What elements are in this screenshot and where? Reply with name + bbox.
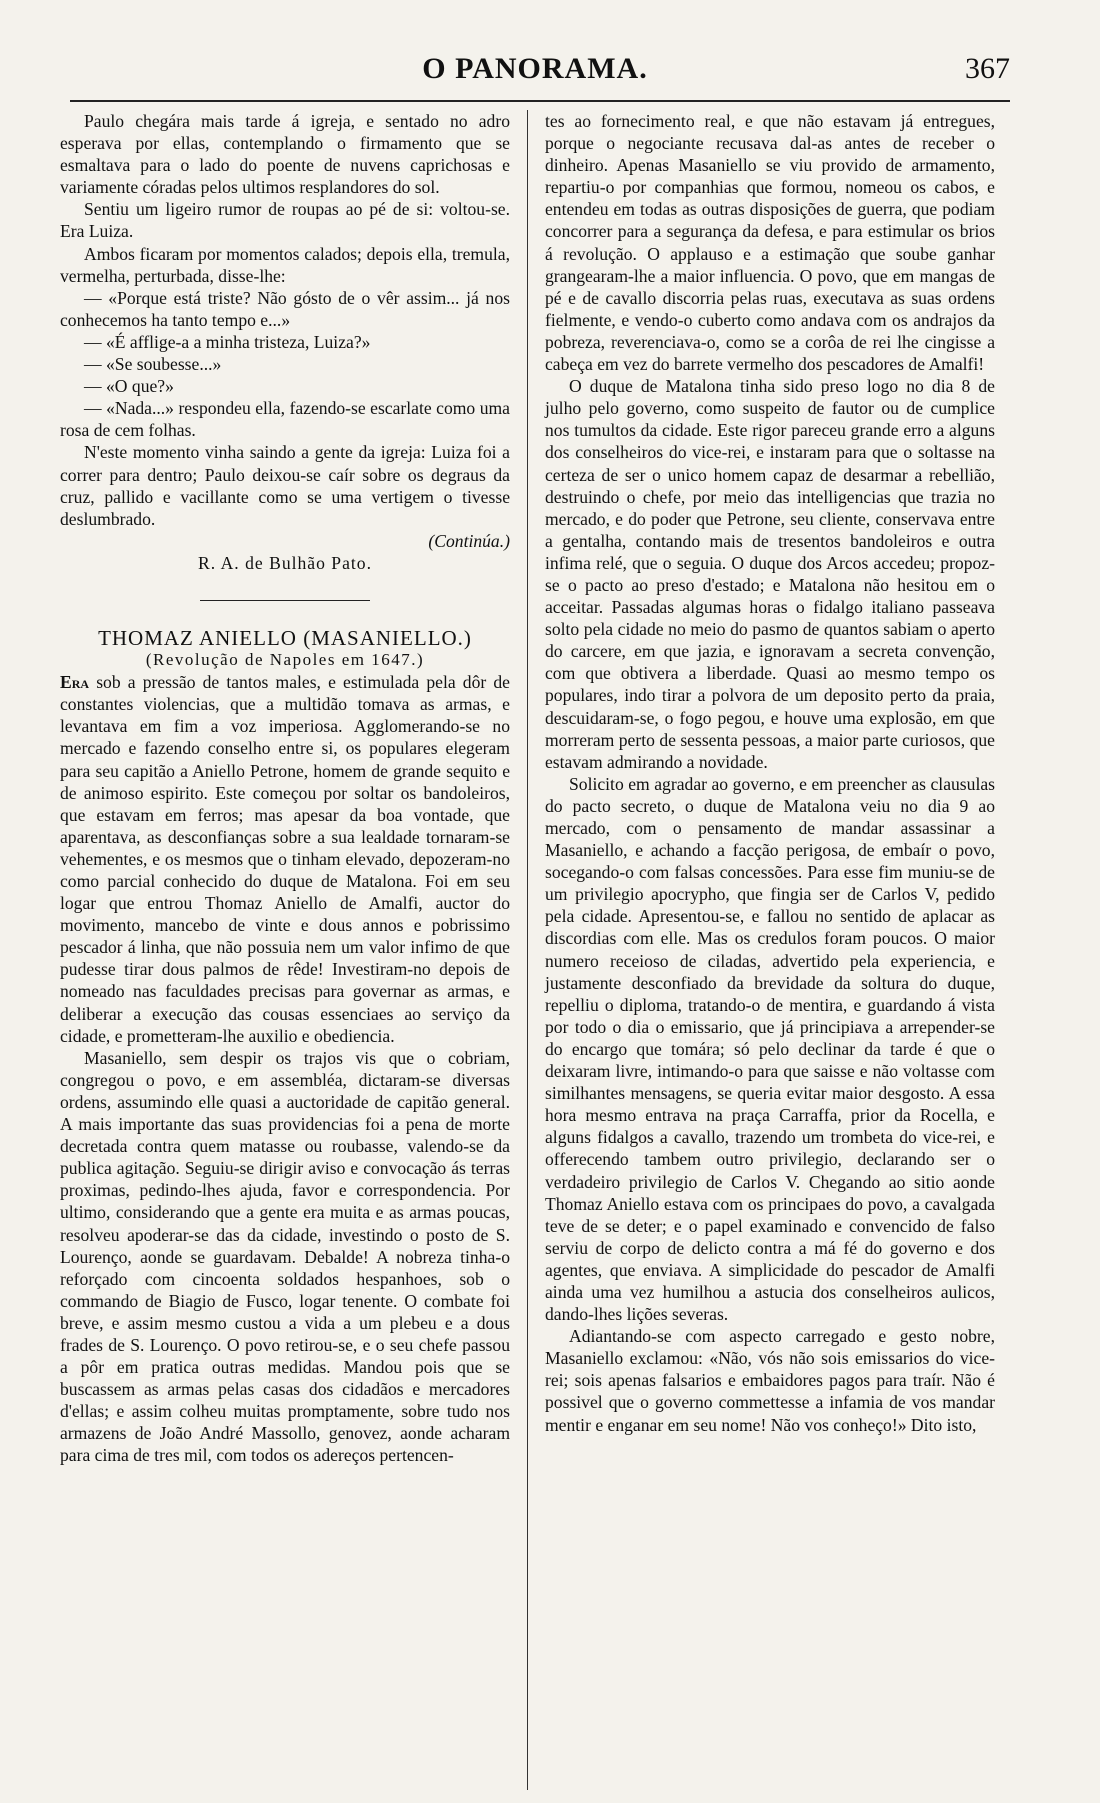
dialogue-line: — «É afflige-a a minha tristeza, Luiza?» <box>84 331 371 352</box>
column-divider <box>527 110 528 1790</box>
article-paragraph: O duque de Matalona tinha sido preso logo no dia 8 de julho pelo governo, como suspeito de fautor ou de cumplice nos tumultos da cidade. Este rigor pareceu grande erro a alguns dos conselheiros do vice-rei, e instaram para que o soltasse na certeza de ser o unico homem capaz de desarmar a rebellião, destruindo o chefe, por meio das intelligencias que trazia no mercado, e do poder que Petrone, seu cliente, conservava entre a gentalha, contando mais de tresentos bandoleiros e outra infima relé, que o seguia. O duque dos Arcos accedeu; propoz-se o pacto ao preso d'estado; e Matalona não hesitou em o acceitar. Passadas algumas horas o fidalgo italiano passeava solto pela cidade no meio do pasmo de quantos sabiam o aperto do carcere, em que jazia, e ignoravam a secreta convenção, com que obtivera a liberdade. Quasi ao mesmo tempo os populares, indo tirar a polvora de um deposito perto da praia, descuidaram-se, o fogo pegou, e houve uma explosão, em que morreram perto de sessenta pessoas, a maior parte curiosos, que estavam admirando a novidade. <box>545 376 995 772</box>
continua-note: (Continúa.) <box>428 530 510 551</box>
left-column <box>60 110 510 1467</box>
section-divider <box>200 600 370 601</box>
story-paragraph: Ambos ficaram por momentos calados; depois ella, tremula, vermelha, perturbada, disse-lhe: <box>60 243 510 286</box>
article-title: THOMAZ ANIELLO (MASANIELLO.) <box>98 625 472 650</box>
article-paragraph: Masaniello, sem despir os trajos vis que o cobriam, congregou o povo, e em assembléa, dictaram-se diversas ordens, assumindo elle quasi a auctoridade de capitão general. A mais importante das suas providencias foi a pena de morte decretada contra quem matasse ou roubasse, valendo-se da publica agitação. Seguiu-se dirigir aviso e convocação ás terras proximas, pedindo-lhes ajuda, favor e correspondencia. Por ultimo, considerando que a gente era muita e as armas poucas, resolveu apoderar-se das da cidade, investindo o posto de S. Lourenço, aonde se guardavam. Debalde! A nobreza tinha-o reforçado com cincoenta soldados hespanhoes, sob o commando de Biagio de Fusco, logar tenente. O combate foi breve, e assim mesmo custou a vida a um plebeu e a dous frades de S. Lourenço. O povo retirou-se, e o seu chefe passou a pôr em pratica outras medidas. Mandou pois que se buscassem as armas pelas casas dos cidadãos e mercadores d'ellas; e assim colheu muitas promptamente, sobre tudo nos armazens de João André Massollo, genovez, aonde acharam para cima de tres mil, com todos os adereços pertencen- <box>60 1047 510 1466</box>
story-paragraph: Sentiu um ligeiro rumor de roupas ao pé de si: voltou-se. Era Luiza. <box>60 199 510 242</box>
article-paragraph: Adiantando-se com aspecto carregado e gesto nobre, Masaniello exclamou: «Não, vós não sois emissarios do vice-rei; sois apenas falsarios e embaidores pagos para traír. Não é possivel que o governo commettesse a infamia de vos mandar mentir e enganar em seu nome! Não vos conheço!» Dito isto, <box>545 1326 995 1435</box>
running-title: O PANORAMA. <box>422 52 648 85</box>
author-signature: R. A. de Bulhão Pato. <box>198 552 372 573</box>
page-number: 367 <box>965 52 1010 85</box>
dialogue-line: — «O que?» <box>84 376 174 397</box>
article-paragraph <box>60 671 510 1047</box>
article-subtitle: (Revolução de Napoles em 1647.) <box>145 650 425 670</box>
dialogue-line: — «Se soubesse...» <box>84 354 222 375</box>
right-column <box>545 110 995 1436</box>
opening-paragraph-text: sob a pressão de tantos males, e estimulada pela dôr de constantes violencias, que a multidão tomava as armas, e levantava em fim a voz imperiosa. Agglomerando-se no mercado e fazendo conselho entre si, os populares elegeram para seu capitão a Aniello Petrone, homem de grande sequito e de animoso espirito. Este começou por soltar os bandoleiros, que estavam em ferros; mas apesar da boa vontade, que aparentava, as desconfianças sobre a sua lealdade tornaram-se vehementes, e os mesmos que o tinham elevado, depozeram-no como parcial conhecido do duque de Matalona. Foi em seu logar que entrou Thomaz Aniello de Amalfi, auctor do movimento, mancebo de vinte e dous annos e pobrissimo pescador á linha, que não possuia nem um valor infimo de que pudesse tirar dous palmos de rêde! Investiram-no depois de nomeado nas faculdades precisas para governar as armas, e deliberar a execução das cousas essenciaes ao serviço da cidade, e prometteram-lhe auxilio e obediencia. <box>60 672 510 1046</box>
page-header <box>60 52 1010 96</box>
article-paragraph: tes ao fornecimento real, e que não estavam já entregues, porque o negociante recusava dal-as antes de receber o dinheiro. Apenas Masaniello se viu provido de armamento, repartiu-o por companhias que formou, nomeou os cabos, e entendeu em todas as outras disposições de guerra, que podiam concorrer para a segurança da defesa, e para estimular os brios á revolução. O applauso e a estimação que soube ganhar grangearam-lhe a maior influencia. O povo, que em mangas de pé e de cavallo discorria pelas ruas, executava as suas ordens fielmente, e vendo-o cuberto como andava com os andrajos da pobreza, reverenciava-o, como se a corôa de rei lhe cingisse a cabeça em vez do barrete vermelho dos pescadores de Amalfi! <box>545 111 995 375</box>
opening-word: Era <box>60 672 90 693</box>
dialogue-line: — «Nada...» respondeu ella, fazendo-se escarlate como uma rosa de cem folhas. <box>60 398 510 441</box>
story-paragraph: Paulo chegára mais tarde á igreja, e sentado no adro esperava por ellas, contemplando o firmamento que se esmaltava para o lado do poente de nuvens caprichosas e variamente córadas pelos ultimos resplandores do sol. <box>60 111 510 198</box>
dialogue-line: — «Porque está triste? Não gósto de o vêr assim... já nos conhecemos ha tanto tempo e...» <box>60 287 510 330</box>
article-paragraph: Solicito em agradar ao governo, e em preencher as clausulas do pacto secreto, o duque de Matalona veiu no dia 9 ao mercado, com o pensamento de mandar assassinar a Masaniello, e achando a facção perigosa, de embaír o povo, socegando-o com falsas concessões. Para esse fim muniu-se de um privilegio apocrypho, que fingia ser de Carlos V, pedido pela cidade. Apresentou-se, e fallou no sentido de aplacar as discordias com elle. Mas os credulos foram poucos. O maior numero receioso de ciladas, advertido pela experiencia, e justamente desconfiado da brevidade da soltura do duque, repelliu o diploma, tratando-o de mentira, e guardando á vista por todo o dia o emissario, que já principiava a arrepender-se do encargo que tomára; só pelo declinar da tarde é que o deixaram livre, intimando-o para que saisse e não voltasse com similhantes mensagens, se queria evitar maior desgosto. A essa hora mesmo entrava na praça Carraffa, prior da Rocella, e alguns fidalgos a cavallo, trazendo um trombeta do vice-rei, e offerecendo tambem outro privilegio, declarando ser o verdadeiro privilegio de Carlos V. Chegando ao sitio aonde Thomaz Aniello estava com os principaes do povo, a cavalgada teve de se deter; e o papel examinado e convencido de falso serviu de corpo de delicto contra a má fé do governo e dos agentes, que enviava. A simplicidade do pescador de Amalfi ainda uma vez humilhou a astucia dos conselheiros aulicos, dando-lhes lições severas. <box>545 773 995 1325</box>
story-paragraph: N'este momento vinha saindo a gente da igreja: Luiza foi a correr para dentro; Paulo deixou-se caír sobre os degraus da cruz, pallido e vacillante como se uma vertigem o tivesse deslumbrado. <box>60 442 510 529</box>
header-rule <box>70 100 1010 102</box>
